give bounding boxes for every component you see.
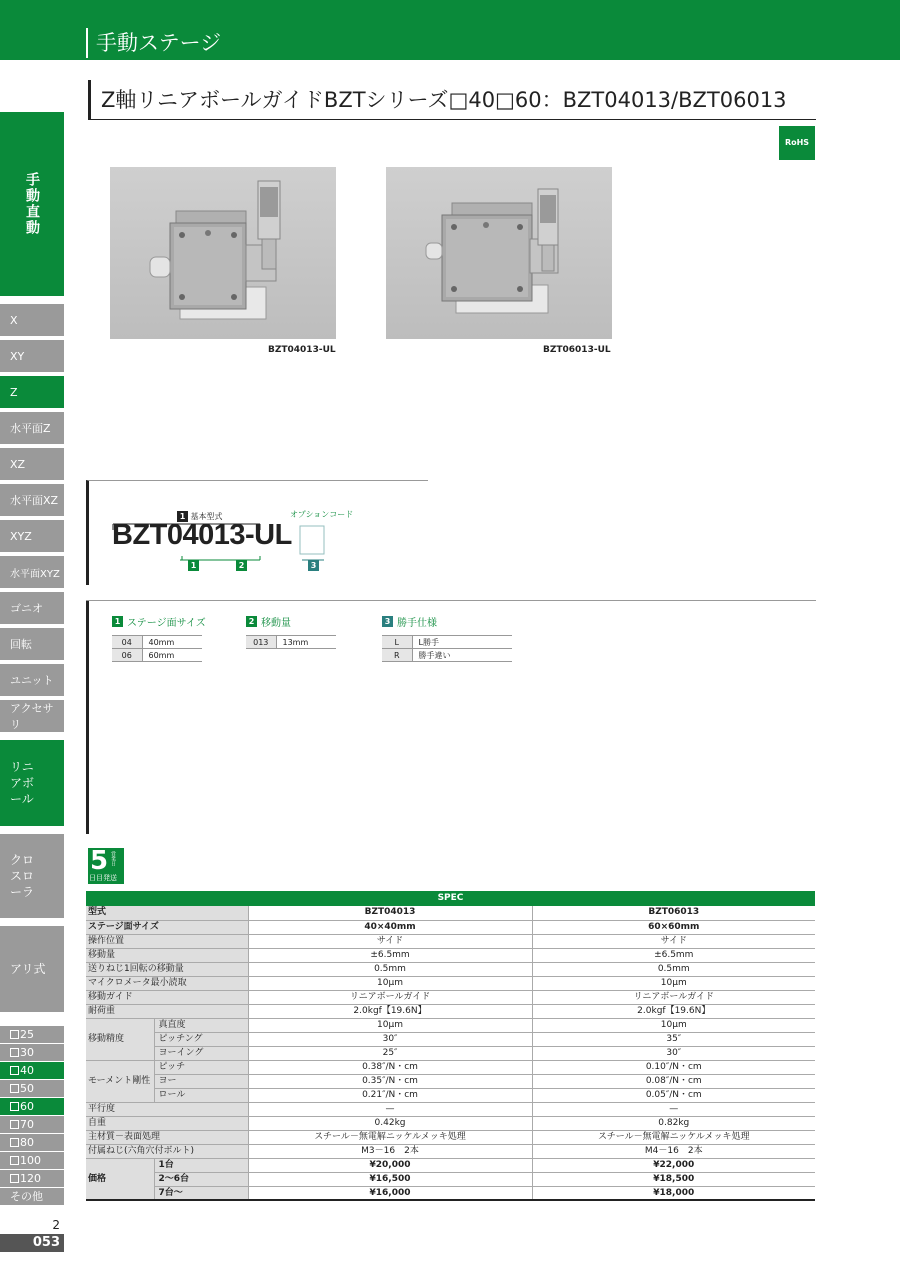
table-row <box>86 1172 815 1186</box>
size-item-70[interactable] <box>0 1116 64 1133</box>
spec-value-bzt06013: — <box>532 1102 815 1116</box>
sidebar-main-section[interactable] <box>0 112 64 296</box>
spec-label: 自重 <box>86 1116 248 1130</box>
spec-label: 移動ガイド <box>86 990 248 1004</box>
sidebar-main-label: 手動直動 <box>24 172 40 236</box>
sidebar-item-z[interactable] <box>0 376 64 408</box>
spec-label: 送りねじ1回転の移動量 <box>86 962 248 976</box>
square-icon <box>10 1030 19 1039</box>
spec-value-bzt06013: 60×60mm <box>532 920 815 934</box>
spec-label: 主材質－表面処理 <box>86 1130 248 1144</box>
table-row <box>86 1088 815 1102</box>
spec-value-bzt04013: 40×40mm <box>248 920 532 934</box>
option-value: 13mm <box>276 636 336 649</box>
option-table-travel <box>246 614 336 649</box>
spec-value-bzt04013: ¥16,500 <box>248 1172 532 1186</box>
stage-illustration-icon <box>110 167 336 339</box>
sidebar-item-horizontal-xz[interactable] <box>0 484 64 516</box>
sidebar-item-rotation[interactable] <box>0 628 64 660</box>
size-label: 30 <box>20 1046 34 1059</box>
size-item-30[interactable] <box>0 1044 64 1061</box>
spec-value-bzt04013: サイド <box>248 934 532 948</box>
option-value: 勝手違い <box>412 649 512 662</box>
spec-value-bzt04013: 30″ <box>248 1032 532 1046</box>
size-label: 40 <box>20 1064 34 1077</box>
size-label: 50 <box>20 1082 34 1095</box>
spec-value-bzt06013: ¥18,500 <box>532 1172 815 1186</box>
product-photo-bzt06013 <box>386 167 612 339</box>
sidebar-item-label: 回転 <box>10 638 32 651</box>
spec-label: マイクロメータ最小読取 <box>86 976 248 990</box>
size-item-40[interactable] <box>0 1062 64 1079</box>
spec-value-bzt04013: ¥20,000 <box>248 1158 532 1172</box>
sidebar-item-horizontal-z[interactable] <box>0 412 64 444</box>
number-badge: 3 <box>382 616 393 627</box>
sidebar-guide-linear-ball[interactable] <box>0 740 64 826</box>
option-code-label: オプションコード <box>290 510 354 519</box>
sidebar-item-label: アリ式 <box>10 962 46 976</box>
table-row <box>86 920 815 934</box>
spec-sub-label: ピッチング <box>154 1032 248 1046</box>
spec-value-bzt04013: スチール－無電解ニッケルメッキ処理 <box>248 1130 532 1144</box>
rohs-badge: RoHS <box>779 126 815 160</box>
spec-value-bzt04013: ±6.5mm <box>248 948 532 962</box>
photo-caption: BZT04013-UL <box>268 345 336 355</box>
number-badge: 1 <box>112 616 123 627</box>
photo-caption: BZT06013-UL <box>543 345 611 355</box>
spec-value-bzt04013: 10μm <box>248 1018 532 1032</box>
spec-sub-label: 2～6台 <box>154 1172 248 1186</box>
sidebar-item-label: XYZ <box>10 529 32 543</box>
option-value: 40mm <box>142 636 202 649</box>
option-table-hand <box>382 614 512 662</box>
table-row <box>86 1046 815 1060</box>
sidebar-item-label: ユニット <box>10 674 54 687</box>
options-rule <box>86 600 816 601</box>
size-label: 100 <box>20 1154 41 1167</box>
option-value: 60mm <box>142 649 202 662</box>
square-icon <box>10 1156 19 1165</box>
spec-label: 耐荷重 <box>86 1004 248 1018</box>
spec-value-bzt04013: 10μm <box>248 976 532 990</box>
sidebar-item-xz[interactable] <box>0 448 64 480</box>
size-item-60[interactable] <box>0 1098 64 1115</box>
sidebar-item-label: 水平面Z <box>10 422 51 435</box>
table-row <box>86 948 815 962</box>
table-row <box>382 636 512 649</box>
spec-value-bzt06013: 35″ <box>532 1032 815 1046</box>
spec-label: 移動量 <box>86 948 248 962</box>
spec-label: 平行度 <box>86 1102 248 1116</box>
option-code: 04 <box>112 636 142 649</box>
model-code: BZT04013-UL <box>112 519 292 551</box>
option-code: R <box>382 649 412 662</box>
spec-value-bzt06013: BZT06013 <box>532 906 815 920</box>
sidebar-item-label: Z <box>10 385 18 399</box>
square-icon <box>10 1174 19 1183</box>
size-item-100[interactable] <box>0 1152 64 1169</box>
number-badge: 1 <box>177 511 188 522</box>
table-row <box>86 1060 815 1074</box>
table-row <box>86 962 815 976</box>
option-title: 勝手仕様 <box>397 618 437 629</box>
badge-side-text: 営業日 <box>110 851 116 866</box>
marker-1: 1 <box>188 560 199 571</box>
table-row <box>86 1074 815 1088</box>
spec-group-label: モーメント剛性 <box>86 1060 154 1102</box>
sidebar-item-xy[interactable] <box>0 340 64 372</box>
spec-label: 付属ねじ(六角穴付ボルト) <box>86 1144 248 1158</box>
option-title: ステージ面サイズ <box>127 618 206 629</box>
basic-model-text: 基本型式 <box>190 512 223 521</box>
table-row <box>86 1018 815 1032</box>
size-label: 70 <box>20 1118 34 1131</box>
sidebar-item-label: XZ <box>10 457 26 471</box>
size-item-80[interactable] <box>0 1134 64 1151</box>
spec-value-bzt06013: 0.10″/N・cm <box>532 1060 815 1074</box>
spec-sub-label: ヨー <box>154 1074 248 1088</box>
sidebar-item-gonio[interactable] <box>0 592 64 624</box>
badge-bottom-text: 日目発送 <box>89 874 117 882</box>
size-label: 60 <box>20 1100 34 1113</box>
header-bar <box>0 0 900 60</box>
spec-value-bzt04013: 0.42kg <box>248 1116 532 1130</box>
spec-sub-label: ヨーイング <box>154 1046 248 1060</box>
sidebar-guide-dovetail[interactable] <box>0 926 64 1012</box>
product-photo-bzt04013 <box>110 167 336 339</box>
category-title: 手動ステージ <box>86 28 221 58</box>
table-row <box>86 1130 815 1144</box>
spec-value-bzt04013: 0.35″/N・cm <box>248 1074 532 1088</box>
sidebar-item-xyz[interactable] <box>0 520 64 552</box>
spec-value-bzt06013: 10μm <box>532 1018 815 1032</box>
sidebar-item-label: リニアボール <box>10 760 35 806</box>
sidebar-item-label: クロスローラ <box>10 853 35 899</box>
spec-value-bzt06013: ±6.5mm <box>532 948 815 962</box>
spec-sub-label: ロール <box>154 1088 248 1102</box>
spec-value-bzt04013: 2.0kgf【19.6N】 <box>248 1004 532 1018</box>
spec-label: ステージ面サイズ <box>86 920 248 934</box>
number-badge: 2 <box>246 616 257 627</box>
spec-value-bzt06013: 10μm <box>532 976 815 990</box>
page-number: 053 <box>0 1234 64 1252</box>
table-row <box>86 1186 815 1200</box>
marker-3: 3 <box>308 560 319 571</box>
sidebar-item-x[interactable] <box>0 304 64 336</box>
five-day-shipping-badge <box>88 848 124 884</box>
spec-value-bzt04013: 0.38″/N・cm <box>248 1060 532 1074</box>
table-row <box>86 976 815 990</box>
spec-sub-label: 1台 <box>154 1158 248 1172</box>
option-code: 06 <box>112 649 142 662</box>
square-icon <box>10 1066 19 1075</box>
table-row <box>86 1158 815 1172</box>
option-table-size <box>112 614 206 662</box>
table-row <box>86 1004 815 1018</box>
spec-value-bzt04013: 0.5mm <box>248 962 532 976</box>
size-item-50[interactable] <box>0 1080 64 1097</box>
spec-value-bzt04013: 25″ <box>248 1046 532 1060</box>
table-row <box>86 906 815 920</box>
spec-value-bzt06013: 0.05″/N・cm <box>532 1088 815 1102</box>
spec-value-bzt06013: リニアボールガイド <box>532 990 815 1004</box>
spec-value-bzt06013: ¥18,000 <box>532 1186 815 1200</box>
size-item-other[interactable] <box>0 1188 64 1205</box>
spec-value-bzt06013: 0.08″/N・cm <box>532 1074 815 1088</box>
size-label: その他 <box>10 1190 43 1203</box>
option-value: L勝手 <box>412 636 512 649</box>
spec-value-bzt04013: — <box>248 1102 532 1116</box>
table-row <box>86 1116 815 1130</box>
badge-number: 5 <box>90 846 109 876</box>
stage-illustration-icon <box>386 167 612 339</box>
spec-value-bzt04013: リニアボールガイド <box>248 990 532 1004</box>
size-label: 80 <box>20 1136 34 1149</box>
table-row <box>86 1102 815 1116</box>
option-code: L <box>382 636 412 649</box>
table-row <box>86 1032 815 1046</box>
table-row <box>86 990 815 1004</box>
spec-value-bzt06013: M4－16 2本 <box>532 1144 815 1158</box>
sidebar-item-unit[interactable] <box>0 664 64 696</box>
spec-label: 操作位置 <box>86 934 248 948</box>
option-title: 移動量 <box>261 618 291 629</box>
table-row <box>112 649 202 662</box>
square-icon <box>10 1120 19 1129</box>
size-item-120[interactable] <box>0 1170 64 1187</box>
spec-value-bzt06013: スチール－無電解ニッケルメッキ処理 <box>532 1130 815 1144</box>
model-code-brackets <box>110 520 330 574</box>
spec-value-bzt06013: 30″ <box>532 1046 815 1060</box>
table-row <box>112 636 202 649</box>
sidebar-item-label: 水平面XZ <box>10 494 59 507</box>
spec-value-bzt04013: ¥16,000 <box>248 1186 532 1200</box>
sidebar-item-label: ゴニオ <box>10 602 43 615</box>
square-icon <box>10 1138 19 1147</box>
sidebar-item-label: XY <box>10 349 25 363</box>
spec-value-bzt06013: 0.82kg <box>532 1116 815 1130</box>
table-row <box>382 649 512 662</box>
spec-sub-label: 7台～ <box>154 1186 248 1200</box>
spec-sub-label: ピッチ <box>154 1060 248 1074</box>
sidebar-item-horizontal-xyz[interactable] <box>0 556 64 588</box>
size-label: 25 <box>20 1028 34 1041</box>
spec-title: SPEC <box>86 891 815 906</box>
spec-table <box>86 906 815 1201</box>
spec-value-bzt04013: BZT04013 <box>248 906 532 920</box>
spec-group-label: 移動精度 <box>86 1018 154 1060</box>
spec-value-bzt06013: サイド <box>532 934 815 948</box>
size-item-25[interactable] <box>0 1026 64 1043</box>
table-row <box>86 1144 815 1158</box>
table-row <box>246 636 336 649</box>
square-icon <box>10 1084 19 1093</box>
option-code: 013 <box>246 636 276 649</box>
spec-group-label: 価格 <box>86 1158 154 1200</box>
marker-2: 2 <box>236 560 247 571</box>
options-frame <box>86 601 89 834</box>
spec-value-bzt06013: ¥22,000 <box>532 1158 815 1172</box>
page-title: Z軸リニアボールガイドBZTシリーズ□40□60：BZT04013/BZT06013 <box>88 80 816 120</box>
spec-sub-label: 真直度 <box>154 1018 248 1032</box>
sidebar-item-label: X <box>10 313 18 327</box>
spec-value-bzt06013: 2.0kgf【19.6N】 <box>532 1004 815 1018</box>
page-chapter: 2 <box>52 1218 60 1232</box>
sidebar-item-label: アクセサリ <box>10 702 54 731</box>
sidebar-item-accessory[interactable] <box>0 700 64 732</box>
table-row <box>86 934 815 948</box>
size-label: 120 <box>20 1172 41 1185</box>
square-icon <box>10 1048 19 1057</box>
spec-label: 型式 <box>86 906 248 920</box>
sidebar-guide-cross-roller[interactable] <box>0 834 64 918</box>
sidebar-item-label: 水平面XYZ <box>10 568 60 580</box>
spec-value-bzt04013: 0.21″/N・cm <box>248 1088 532 1102</box>
spec-value-bzt04013: M3－16 2本 <box>248 1144 532 1158</box>
spec-value-bzt06013: 0.5mm <box>532 962 815 976</box>
spec-table-end-rule <box>86 1199 815 1201</box>
square-icon <box>10 1102 19 1111</box>
